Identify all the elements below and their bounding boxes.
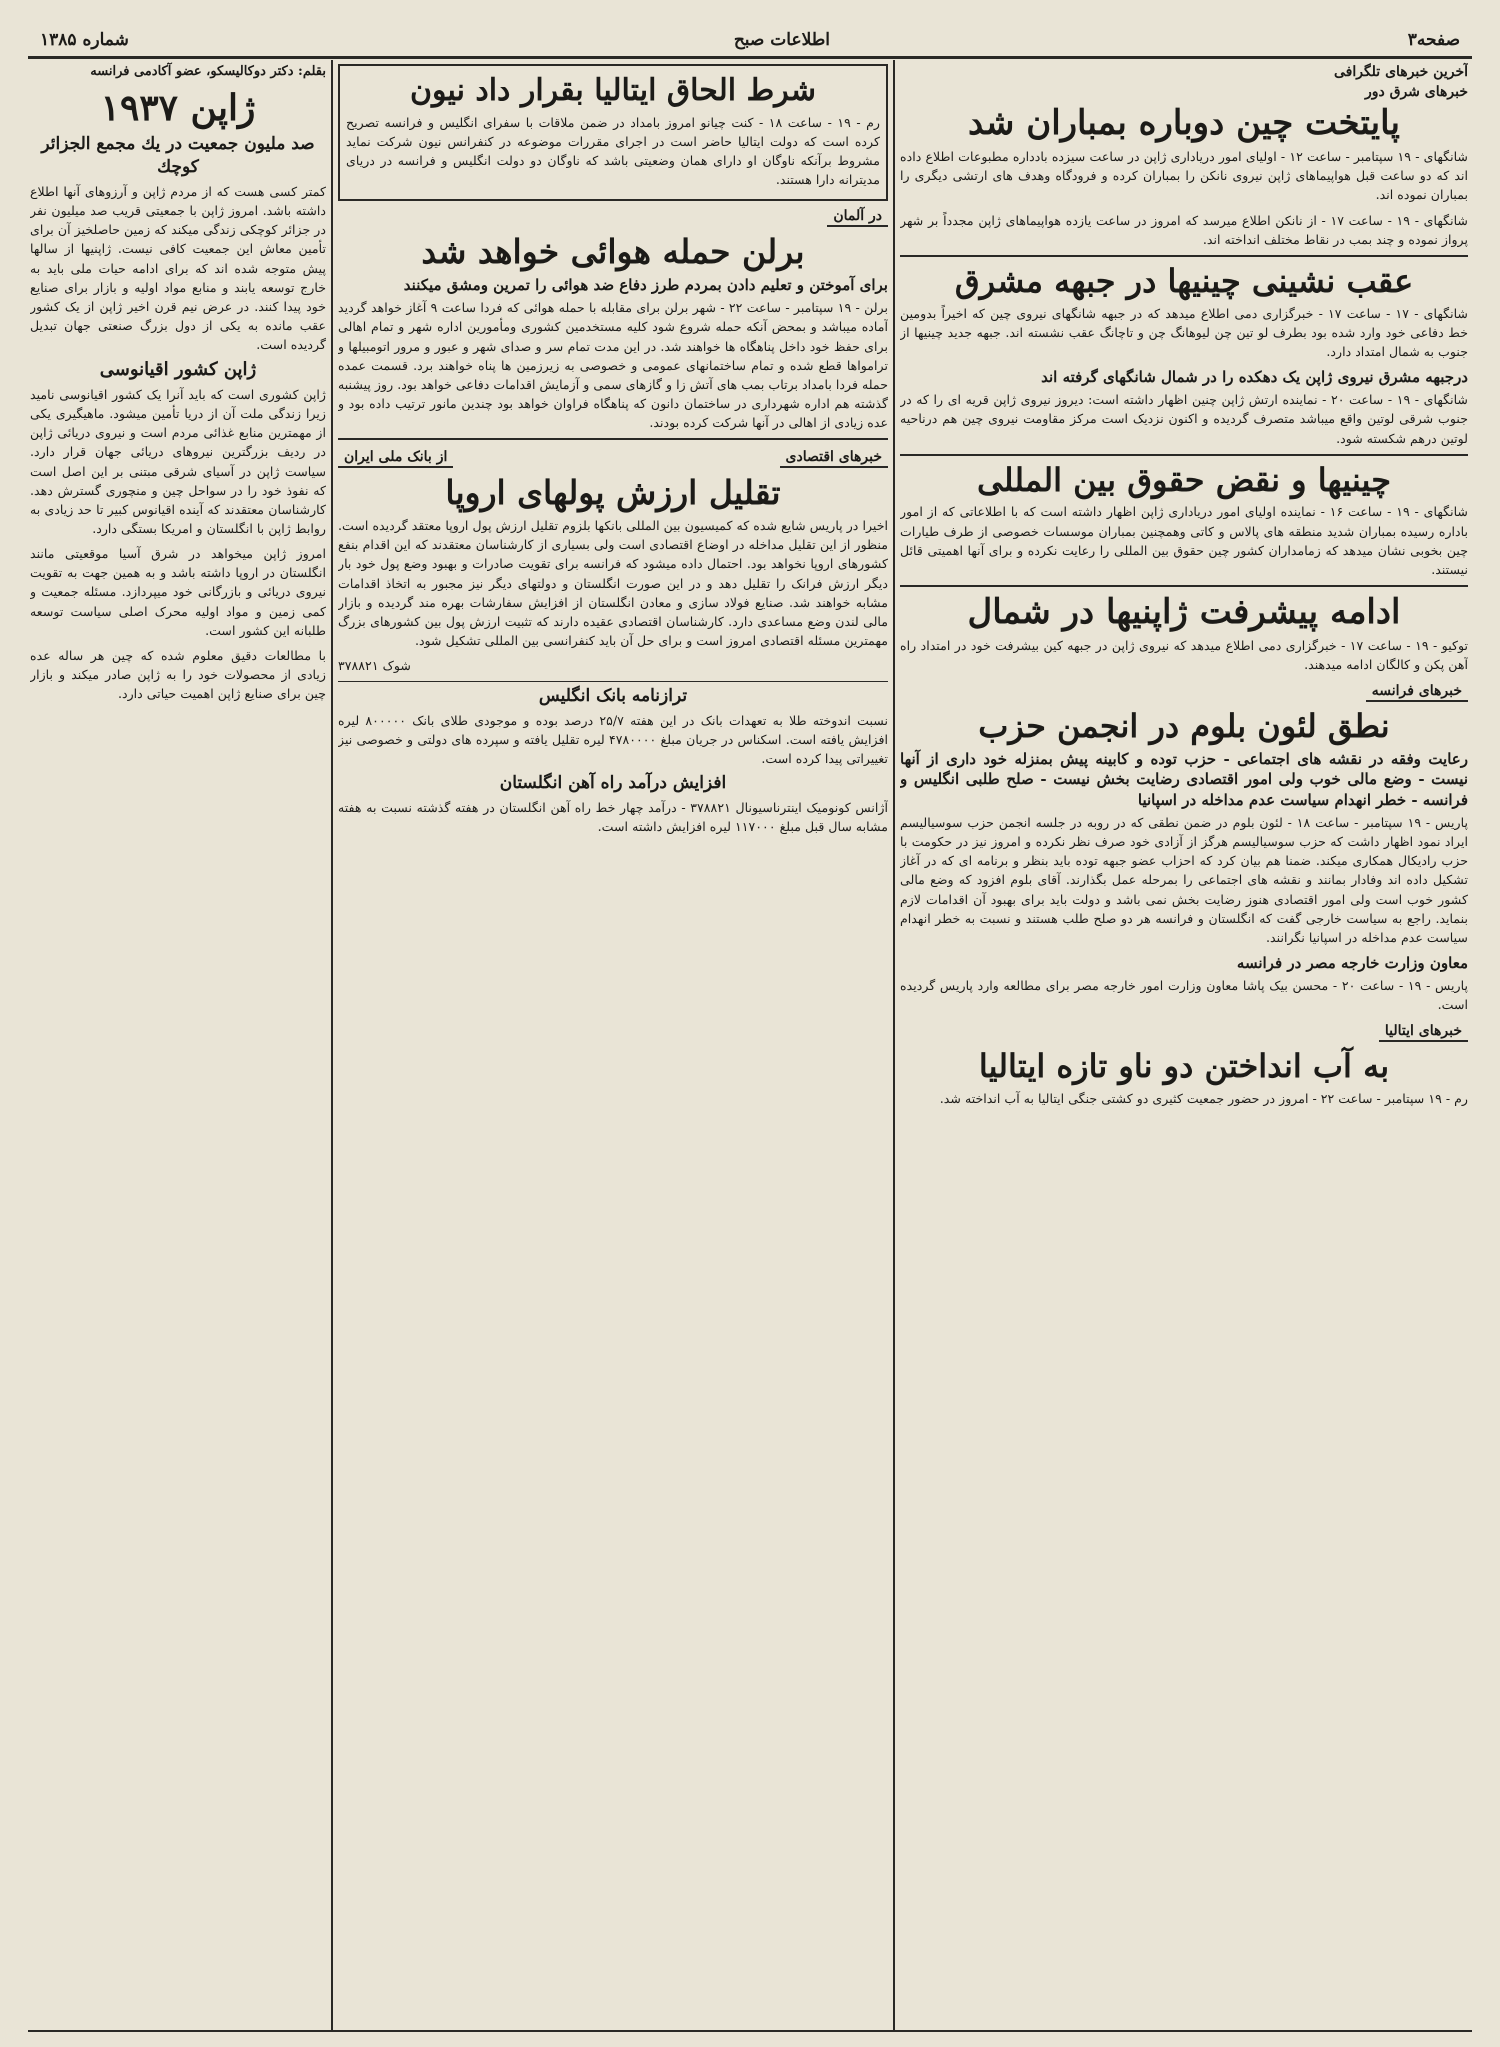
headline-blum-speech: نطق لئون بلوم در انجمن حزب	[978, 707, 1390, 746]
telegraph-label: آخرین خبرهای تلگرافی	[1333, 64, 1468, 80]
bottom-rule	[28, 2030, 1472, 2032]
headline-italy-nyon: شرط الحاق ایتالیا بقرار داد نیون	[409, 73, 816, 108]
signature-currency: شوک ۳۷۸۸۲۱	[338, 658, 411, 674]
paper-name: اطلاعات صبح	[733, 30, 830, 50]
headline-berlin-air-raid: برلن حمله هوائی خواهد شد	[421, 232, 805, 272]
economic-labels	[338, 446, 888, 470]
subhead-berlin-air-raid: برای آموختن و تعلیم دادن بمردم طرز دفاع ضد هوائی را تمرین ومشق میکنند	[403, 276, 888, 294]
article-capital-bombed: شانگهای - ۱۹ سپتامبر - ساعت ۱۲ - اولیای امور دریاداری ژاپن در ساعت سیزده بادداره مطبوعات اطلاع داده اند که دو ساعت قبل هواپیماهای ژاپن نیروی نانکن را بمباران کرده و فرودگاه وهدف های ارتشی دیگری را بمباران نموده اند.	[900, 149, 1468, 203]
article-chinese-retreat: شانگهای - ۱۷ - ساعت ۱۷ - خبرگزاری دمی اطلاع میدهد که در جبهه شانگهای نیروی چین که اخیراً بدومین خط دفاعی خود وارد شده بود بطرف لو تین چن لیوهانگ چن و تاچانگ عقب نشسته اند. جبهه جدید چینیها از جنوب به شمال امتداد دارد.	[900, 305, 1468, 359]
column-divider-left	[331, 60, 333, 2030]
article-oceanic-country-3: با مطالعات دقیق معلوم شده که چین هر ساله عده زیادی از محصولات خود را به ژاپن صادر میکند و بازار چین برای صنایع ژاپن اهمیت حیاتی دارد.	[30, 647, 326, 702]
section-label-germany: در آلمان	[827, 207, 888, 227]
article-railway-income: آژانس کونومیک اینترناسیونال ۳۷۸۸۲۱ - درآمد چهار خط راه آهن انگلستان در هفته گذشته نسبت به هفته مشابه سال قبل مبلغ ۱۱۷۰۰۰ لیره افزایش داشته است.	[338, 799, 888, 834]
headline-railway-income: افزایش درآمد راه آهن انگلستان	[499, 773, 727, 794]
column-middle	[338, 60, 888, 2027]
article-currency-devaluation: اخیرا در پاریس شایع شده که کمیسیون بین المللی بانکها بلزوم تقلیل ارزش پول اروپا معتقد گردیده است. منظور از این تقلیل مداخله در اوضاع اقتصادی است ولی بسیاری از کارشناسان معتقدند که این اقدام بنفع کشورهای اروپا نخواهد بود. احتمال داده میشود که فرانسه برای تقویت صادرات و بهبود وضع پول خود بار دیگر ارزش فرانک را تقلیل دهد و در این صورت انگلستان و دولتهای دیگر نیز مجبور به اتخاذ اقدامات مشابه خواهند شد. صنایع فولاد سازی و معادن انگلستان از افزایش سفارشات بهره مند گردیده و بازار مالی لندن وضع مساعدی دارد. کارشناسان اقتصادی عقیده دارند که تثبیت ارزش پول بین کشورهای بزرگ مهمترین مسئله اقتصادی امروز است و برای حل آن باید کنفرانسی بین المللی تشکیل شود.	[338, 518, 888, 649]
headline-japan-1937: ژاپن ۱۹۳۷	[100, 86, 256, 129]
article-egypt-minister: پاریس - ۱۹ - ساعت ۲۰ - محسن بیک پاشا معاون وزارت امور خارجه مصر برای مطالعه وارد پاریس گردیده است.	[900, 978, 1468, 1013]
headline-japanese-advance: ادامه پیشرفت ژاپنیها در شمال	[967, 592, 1401, 633]
subhead-japan-1937: صد ملیون جمعیت در یك مجمع الجزائر کوچك	[41, 134, 315, 178]
page-number: صفحه۳	[1407, 30, 1460, 50]
far-east-label: خبرهای شرق دور	[1364, 84, 1468, 100]
article-oceanic-country: ژاپن کشوری است که باید آنرا یک کشور اقیانوسی نامید زیرا زندگی ملت آن از دریا تأمین میشود. ماهیگیری یکی از مهمترین منابع غذائی مردم است و نیروی دریائی ژاپن در ردیف بزرگترین نیروهای دریائی جهان قرار دارد. سیاست ژاپن در آسیای شرقی مبتنی بر این اصل است که نفوذ خود را در سواحل چین و منچوری گسترش دهد. کارشناسان معتقدند که آینده اقیانوس کبیر تا حد زیادی به روابط ژاپن با انگلستان و امریکا بستگی دارد.	[30, 386, 326, 536]
article-italian-ships: رم - ۱۹ سپتامبر - ساعت ۲۲ - امروز در حضور جمعیت کثیری دو کشتی جنگی ایتالیا به آب انداخته شد.	[939, 1091, 1468, 1107]
article-japan-1937: کمتر کسی هست که از مردم ژاپن و آرزوهای آنها اطلاع داشته باشد. امروز ژاپن با جمعیتی قریب صد میلیون نفر در جزائر کوچکی زندگی میکند که زمین حاصلخیز آن برای تأمین معاش این جمعیت کافی نیست. ژاپنیها از سالها پیش متوجه شده اند که برای ادامه حیات ملی باید به خارج توسعه یابند و منابع مواد اولیه و بازار برای صنایع خود پیدا کنند. در عرض نیم قرن اخیر ژاپن از یک کشور عقب مانده به یکی از دول بزرگ صنعتی جهان تبدیل گردیده است.	[30, 184, 326, 353]
masthead-rule	[28, 56, 1472, 59]
box-italy-nyon	[338, 64, 888, 201]
column-left	[30, 60, 326, 2027]
article-berlin-air-raid: برلن - ۱۹ سپتامبر - ساعت ۲۲ - شهر برلن برای مقابله با حمله هوائی که فردا ساعت ۹ آغاز خواهد گردید آماده میباشد و بمحض آنکه حمله شروع شود کلیه مستخدمین کشوری ومأمورین اداره شهر و تمام اهالی برای حفظ خود داخل پناهگاه ها خواهند شد. در این مدت تمام سر و صدای شهر و عبور و مرور اتومبیلها و ترامواها قطع شده و تمام ساختمانهای عمومی و خصوصی به زیرزمین ها پناه خواهند برد. قسمت عمده حمله فردا بامداد برتاب بمب های آتش زا و گازهای سمی و آزمایش اقدامات دفاعی خواهد بود. روز پیشنبه گذشته هم اداره شهرداری در ساختمان دانون که پناهگاه فراوان خواهد بود چندین مانور ترتیب داده بود و عده زیادی از اهالی در آنها شرکت کرده بودند.	[338, 300, 888, 431]
section-label-italy: خبرهای ایتالیا	[1379, 1022, 1468, 1042]
article-capital-bombed-2: شانگهای - ۱۹ - ساعت ۱۷ - از نانکن اطلاع میرسد که امروز در ساعت یازده هواپیماهای ژاپن مجدداً بر شهر پرواز نموده و چند بمب در نقاط مختلف انداخته اند.	[900, 212, 1468, 247]
kicker-village-taken: درجبهه مشرق نیروی ژاپن یک دهکده را در شمال شانگهای گرفته اند	[1041, 368, 1468, 387]
article-village-taken: شانگهای - ۱۹ - ساعت ۲۰ - نماینده ارتش ژاپن چنین اظهار داشته است: دیروز نیروی ژاپن قریه ای را که در جنوب شرقی لوتین واقع میباشد متصرف گردیده و اکنون نزدیک است مرکز مقاومت نیروی چین هم درناحیه لوتین درهم شکسته شود.	[900, 392, 1468, 446]
byline-japan: بقلم: دکتر دوکالیسکو، عضو آکادمی فرانسه	[90, 64, 326, 79]
headline-italian-ships: به آب انداختن دو ناو تازه ایتالیا	[978, 1047, 1390, 1086]
section-label-france: خبرهای فرانسه	[1366, 682, 1468, 702]
headline-international-law: چینیها و نقض حقوق بین المللی	[977, 460, 1391, 499]
headline-bank-of-england: ترازنامه بانک انگلیس	[538, 686, 688, 707]
masthead	[30, 28, 1470, 54]
article-japanese-advance: توکیو - ۱۹ - ساعت ۱۷ - خبرگزاری دمی اطلاع میدهد که نیروی ژاپن در جبهه کین بیشرفت خود در امتداد راه آهن پکن و کالگان ادامه میدهند.	[900, 638, 1468, 673]
article-international-law: شانگهای - ۱۹ - ساعت ۱۶ - نماینده اولیای امور دریاداری ژاپن اظهار داشته است که با اطلاعاتی که از امور باداره رسیده بمباران شدید منطقه های پالاس و کاتی وهمچنین بمباران موسسات خصوصی از طرف طیارات چین بخوبی نشان میدهد که زمامداران کشور چین حقوق بین المللی را رعایت نکرده و برای آنها اهمیتی قائل نیستند.	[900, 504, 1468, 577]
column-right	[900, 60, 1468, 2027]
article-bank-of-england: نسبت اندوخته طلا به تعهدات بانک در این هفته ۲۵/۷ درصد بوده و موجودی طلای بانک ۸۰۰۰۰۰ لیره افزایش یافته است. اسکناس در جریان مبلغ ۴۷۸۰۰۰۰ لیره تقلیل یافته و سپرده های دولتی و خصوصی نیز تغییراتی پیدا کرده است.	[338, 712, 888, 767]
subhead-blum-speech: رعایت وفقه در نقشه های اجتماعی - حزب توده و کابینه پیش بمنزله خود داری از آنها نیست - وضع مالی خوب ولی امور اقتصادی رضایت بخش نیست - صلح طلبی انگلیس و فرانسه - خطر انهدام سیاست عدم مداخله در اسپانیا	[900, 750, 1468, 809]
issue-number: شماره ۱۳۸۵	[40, 30, 129, 50]
headline-oceanic-country: ژاپن کشور اقیانوسی	[99, 359, 257, 381]
column-divider-right	[893, 60, 895, 2030]
headline-currency-devaluation: تقلیل ارزش پولهای اروپا	[445, 473, 781, 513]
kicker-egypt-minister: معاون وزارت خارجه مصر در فرانسه	[1236, 953, 1468, 972]
section-label-bank-melli: از بانک ملی ایران	[338, 448, 453, 468]
section-label-economic: خبرهای اقتصادی	[780, 448, 889, 468]
headline-chinese-retreat: عقب نشینی چینیها در جبهه مشرق	[954, 261, 1414, 300]
headline-capital-bombed: پایتخت چین دوباره بمباران شد	[968, 103, 1400, 143]
article-italy-nyon: رم - ۱۹ - ساعت ۱۸ - کنت چیانو امروز بامداد در ضمن ملاقات با سفرای انگلیس و فرانسه تصریح کرده است که دولت ایتالیا حاضر است در اجرای مقررات موضوعه در کنفرانس نیون شرکت نماید مشروط برآنکه ناوگان او دارای همان وضعیتی باشد که ناوگان دو دولت انگلیس و فرانسه در دریای مدیترانه دارا هستند.	[346, 114, 880, 187]
article-blum-speech: پاریس - ۱۹ سپتامبر - ساعت ۱۸ - لئون بلوم در ضمن نطقی که در روبه در جلسه انجمن حزب سوسیالیسم ایراد نمود اظهار داشت که حزب سوسیالیسم هرگز از آزادی خود صرف نظر نکرده و امروز نیز در حکومت با حزب رادیکال همکاری میکند. ضمنا هم بیان کرد که احزاب عضو جبهه توده باید بنظر و برنامه ای که در آغاز تشکیل داده اند وفادار بمانند و نقشه های اجتماعی را بمرحله عمل بگذارند. آقای بلوم افزود که وضع مالی کشور خوب است ولی امور اقتصادی هنوز رضایت بخش نمی باشد و دولت باید برای بهبود آن اقدامات لازم بنماید. راجع به سیاست خارجی گفت که انگلستان و فرانسه هر دو صلح طلب هستند و نسبت به خطر انهدام سیاست عدم مداخله در اسپانیا نگرانند.	[900, 814, 1468, 945]
article-oceanic-country-2: امروز ژاپن میخواهد در شرق آسیا موقعیتی مانند انگلستان در اروپا داشته باشد و به همین جهت به تقویت نیروی دریائی و بازرگانی خود میپردازد. مسئله جمعیت و کمی زمین و مواد اولیه محرک اصلی سیاست توسعه طلبانه این کشور است.	[30, 546, 326, 638]
